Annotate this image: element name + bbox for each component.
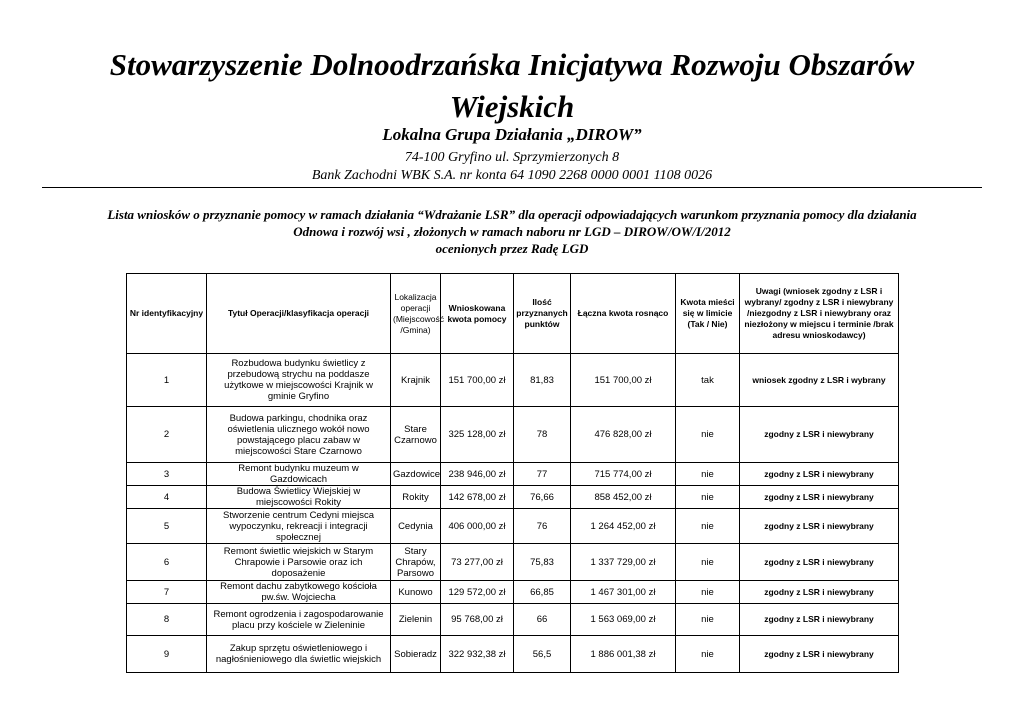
header-divider [42, 187, 982, 188]
header-amount: Wnioskowana kwota pomocy [441, 274, 514, 354]
table-row [127, 604, 899, 636]
cell-title: Budowa parkingu, chodnika oraz oświetlenia ulicznego wokół nowo powstającego placu zabaw w miejscowości Stare Czarnowo [207, 407, 391, 463]
lgd-name: Lokalna Grupa Działania „DIROW” [382, 125, 642, 144]
bank-account: Bank Zachodni WBK S.A. nr konta 64 1090 2268 0000 0001 1108 0026 [311, 168, 713, 183]
cell-remarks: zgodny z LSR i niewybrany [740, 407, 899, 463]
cell-location: Zielenin [391, 604, 441, 636]
cell-remarks: zgodny z LSR i niewybrany [740, 486, 899, 509]
cell-amount: 73 277,00 zł [441, 544, 514, 581]
cell-points: 66,85 [514, 581, 571, 604]
cell-points: 77 [514, 463, 571, 486]
cell-location: Rokity [391, 486, 441, 509]
cell-cumulative: 715 774,00 zł [571, 463, 676, 486]
cell-location: Cedynia [391, 509, 441, 544]
cell-remarks: wniosek zgodny z LSR i wybrany [740, 354, 899, 407]
cell-location: Krajnik [391, 354, 441, 407]
header-points: Ilość przyznanych punktów [514, 274, 571, 354]
cell-amount: 238 946,00 zł [441, 463, 514, 486]
cell-points: 75,83 [514, 544, 571, 581]
cell-location: Kunowo [391, 581, 441, 604]
cell-amount: 129 572,00 zł [441, 581, 514, 604]
cell-points: 66 [514, 604, 571, 636]
header-location: Lokalizacja operacji (Miejscowość /Gmina) [391, 274, 441, 354]
table-row [127, 509, 899, 544]
cell-amount: 151 700,00 zł [441, 354, 514, 407]
organization-title-line-1: Stowarzyszenie Dolnoodrzańska Inicjatywa Rozwoju Obszarów [109, 47, 915, 82]
cell-within-limit: nie [676, 581, 740, 604]
cell-nr: 7 [127, 581, 207, 604]
cell-title: Rozbudowa budynku świetlicy z przebudową strychu na poddasze użytkowe w miejscowości Krajnik w gminie Gryfino [207, 354, 391, 407]
cell-remarks: zgodny z LSR i niewybrany [740, 604, 899, 636]
cell-title: Zakup sprzętu oświetleniowego i nagłośnieniowego dla świetlic wiejskich [207, 636, 391, 673]
cell-amount: 95 768,00 zł [441, 604, 514, 636]
cell-cumulative: 151 700,00 zł [571, 354, 676, 407]
organization-title [0, 44, 1024, 128]
cell-location: Stare Czarnowo [391, 407, 441, 463]
cell-cumulative: 1 337 729,00 zł [571, 544, 676, 581]
cell-cumulative: 1 467 301,00 zł [571, 581, 676, 604]
cell-nr: 9 [127, 636, 207, 673]
cell-remarks: zgodny z LSR i niewybrany [740, 581, 899, 604]
cell-points: 81,83 [514, 354, 571, 407]
cell-nr: 8 [127, 604, 207, 636]
header-cumulative: Łączna kwota rosnąco [571, 274, 676, 354]
cell-nr: 1 [127, 354, 207, 407]
cell-within-limit: tak [676, 354, 740, 407]
cell-title: Remont budynku muzeum w Gazdowicach [207, 463, 391, 486]
table-row [127, 463, 899, 486]
cell-nr: 5 [127, 509, 207, 544]
table-row [127, 544, 899, 581]
header-remarks: Uwagi (wniosek zgodny z LSR i wybrany/ zgodny z LSR i niewybrany /niezgodny z LSR i niewybrany oraz niezłożony w miejscu i terminie /brak adresu wnioskodawcy) [740, 274, 899, 354]
table-row [127, 486, 899, 509]
cell-title: Remont świetlic wiejskich w Starym Chrapowie i Parsowie oraz ich doposażenie [207, 544, 391, 581]
cell-cumulative: 1 886 001,38 zł [571, 636, 676, 673]
cell-location: Gazdowice [391, 463, 441, 486]
header-nr: Nr identyfikacyjny [127, 274, 207, 354]
cell-amount: 406 000,00 zł [441, 509, 514, 544]
cell-within-limit: nie [676, 486, 740, 509]
header-within-limit: Kwota mieści się w limicie (Tak / Nie) [676, 274, 740, 354]
cell-within-limit: nie [676, 604, 740, 636]
cell-within-limit: nie [676, 463, 740, 486]
table-row [127, 354, 899, 407]
cell-within-limit: nie [676, 407, 740, 463]
cell-cumulative: 1 563 069,00 zł [571, 604, 676, 636]
table-row [127, 407, 899, 463]
header-title: Tytuł Operacji/klasyfikacja operacji [207, 274, 391, 354]
cell-location: Sobieradz [391, 636, 441, 673]
cell-cumulative: 476 828,00 zł [571, 407, 676, 463]
cell-nr: 2 [127, 407, 207, 463]
cell-within-limit: nie [676, 636, 740, 673]
cell-nr: 6 [127, 544, 207, 581]
cell-within-limit: nie [676, 509, 740, 544]
list-title-line-1: Lista wniosków o przyznanie pomocy w ramach działania “Wdrażanie LSR” dla operacji odpowiadających warunkom przyznania pomocy dla działania [107, 207, 917, 222]
cell-location: Stary Chrapów, Parsowo [391, 544, 441, 581]
cell-points: 78 [514, 407, 571, 463]
list-title-line-2: Odnowa i rozwój wsi , złożonych w ramach naboru nr LGD – DIROW/OW/I/2012 [293, 224, 731, 239]
table-row [127, 581, 899, 604]
cell-remarks: zgodny z LSR i niewybrany [740, 463, 899, 486]
table-row [127, 636, 899, 673]
cell-amount: 322 932,38 zł [441, 636, 514, 673]
cell-title: Budowa Świetlicy Wiejskiej w miejscowości Rokity [207, 486, 391, 509]
cell-within-limit: nie [676, 544, 740, 581]
list-title-line-3: ocenionych przez Radę LGD [435, 241, 589, 256]
applications-table [126, 273, 899, 673]
cell-remarks: zgodny z LSR i niewybrany [740, 636, 899, 673]
cell-remarks: zgodny z LSR i niewybrany [740, 544, 899, 581]
cell-points: 56,5 [514, 636, 571, 673]
address: 74-100 Gryfino ul. Sprzymierzonych 8 [404, 150, 620, 165]
table-header-row [127, 274, 899, 354]
cell-amount: 325 128,00 zł [441, 407, 514, 463]
cell-remarks: zgodny z LSR i niewybrany [740, 509, 899, 544]
cell-nr: 4 [127, 486, 207, 509]
cell-title: Remont ogrodzenia i zagospodarowanie placu przy kościele w Zieleninie [207, 604, 391, 636]
cell-title: Stworzenie centrum Cedyni miejsca wypoczynku, rekreacji i integracji społecznej [207, 509, 391, 544]
cell-title: Remont dachu zabytkowego kościoła pw.św. Wojciecha [207, 581, 391, 604]
cell-cumulative: 858 452,00 zł [571, 486, 676, 509]
cell-nr: 3 [127, 463, 207, 486]
cell-points: 76 [514, 509, 571, 544]
cell-amount: 142 678,00 zł [441, 486, 514, 509]
cell-points: 76,66 [514, 486, 571, 509]
organization-title-line-2: Wiejskich [449, 89, 575, 124]
cell-cumulative: 1 264 452,00 zł [571, 509, 676, 544]
list-title [0, 206, 1024, 257]
